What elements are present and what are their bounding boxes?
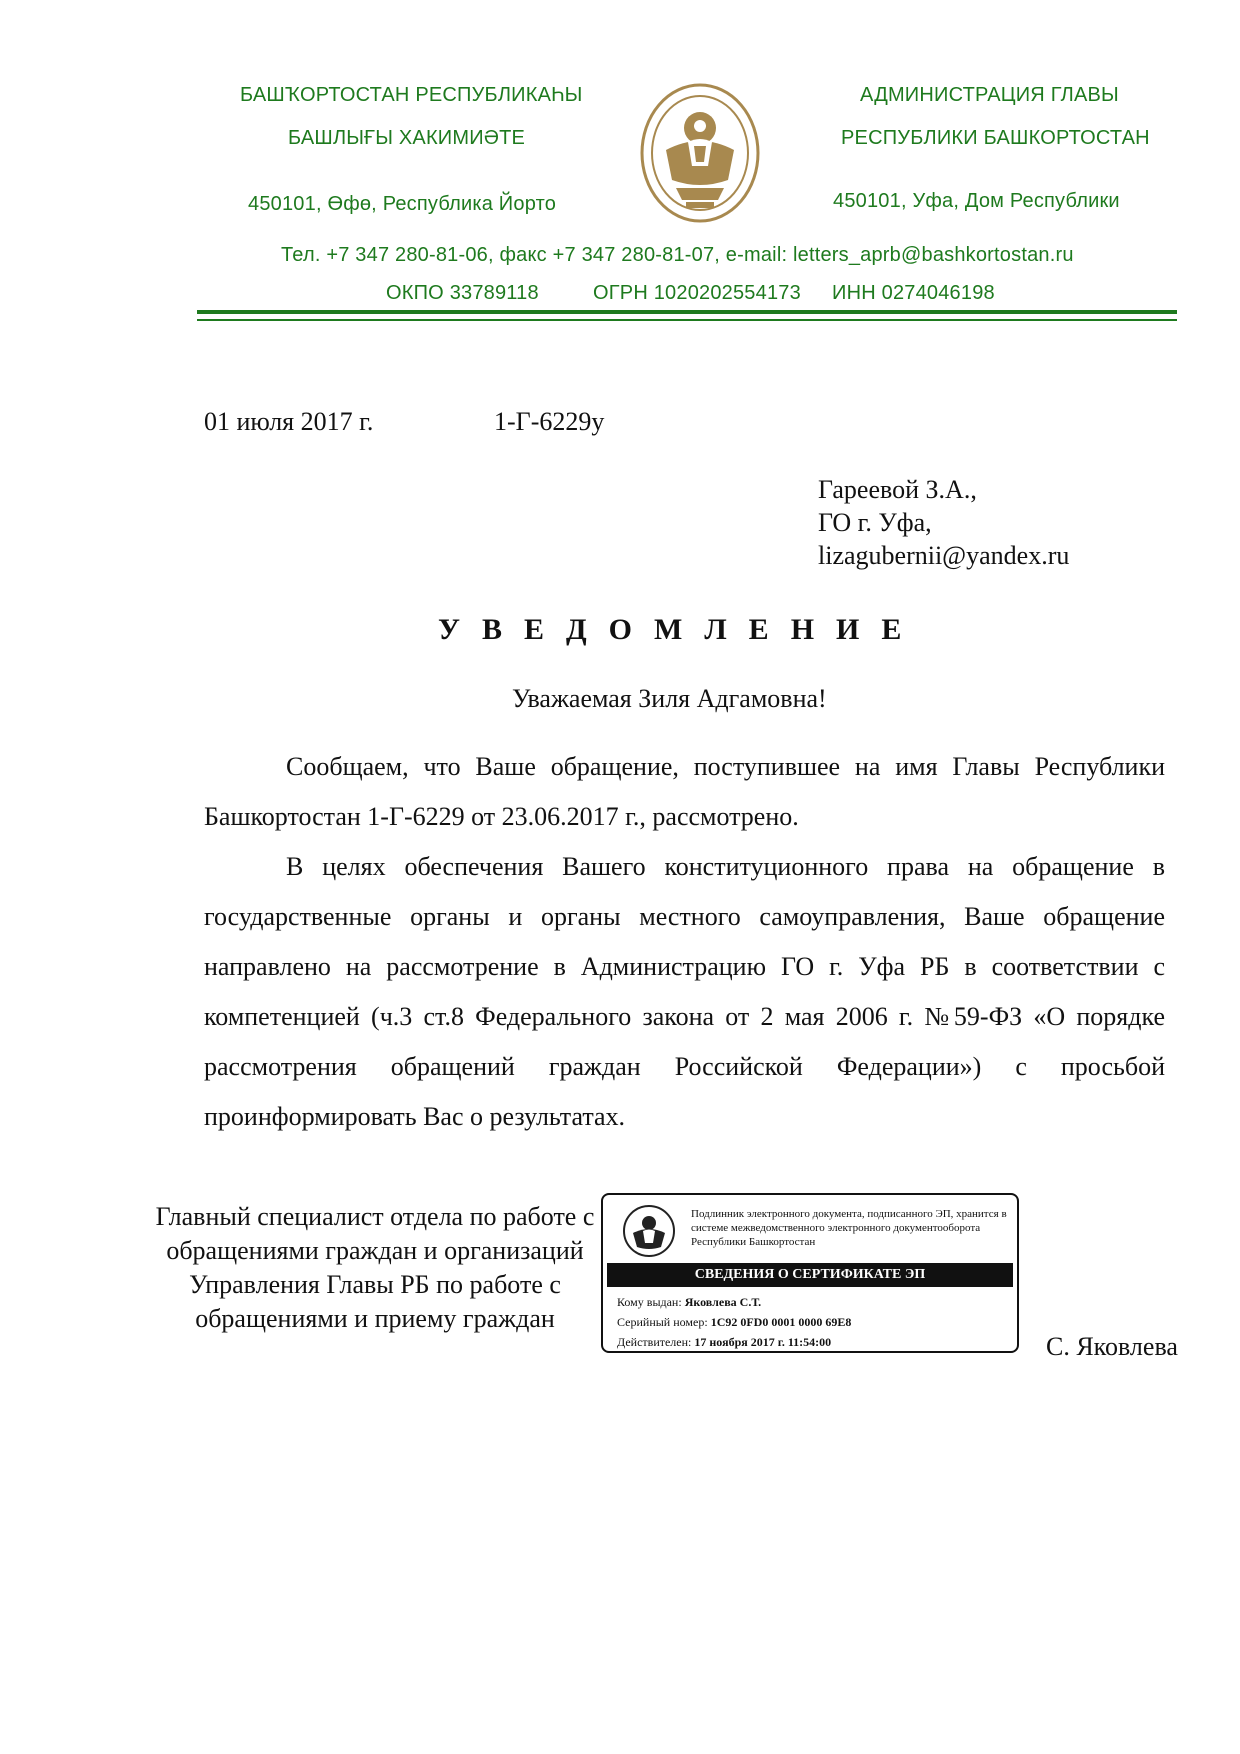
- certificate-heading: СВЕДЕНИЯ О СЕРТИФИКАТЕ ЭП: [607, 1263, 1013, 1287]
- body-paragraph-2: В целях обеспечения Вашего конституционного права на обращение в государственные органы и органы местного самоуправления, Ваше обращение направлено на рассмотрение в Администрацию ГО г. Уфа РБ в соответствии с компетенцией (ч.3 ст.8 Федерального закона от 2 мая 2006 г. №59-ФЗ «О порядке рассмотрения обращений граждан Российской Федерации») с просьбой проинформировать Вас о результатах.: [204, 852, 1165, 1131]
- certificate-serial-value: 1С92 0FD0 0001 0000 69E8: [710, 1315, 852, 1329]
- certificate-emblem-icon: [621, 1203, 677, 1259]
- signer-position: Главный специалист отдела по работе с обращениями граждан и организаций Управления Главы РБ по работе с обращениями и приему граждан: [155, 1202, 595, 1333]
- header-right-line2: РЕСПУБЛИКИ БАШКОРТОСТАН: [841, 127, 1150, 149]
- header-divider-thin: [197, 319, 1177, 321]
- certificate-serial: [617, 1315, 851, 1330]
- header-okpo: ОКПО 33789118: [386, 282, 539, 304]
- header-divider-thick: [197, 310, 1177, 314]
- body-paragraph-1: Сообщаем, что Ваше обращение, поступившее на имя Главы Республики Башкортостан 1-Г-6229 от 23.06.2017 г., рассмотрено.: [204, 752, 1165, 831]
- signer-name: С. Яковлева: [1046, 1332, 1178, 1361]
- header-right-address: 450101, Уфа, Дом Республики: [833, 190, 1120, 212]
- header-contacts: Тел. +7 347 280-81-06, факс +7 347 280-81-07, e-mail: letters_aprb@bashkortostan.ru: [281, 244, 1074, 266]
- certificate-issued-value: Яковлева С.Т.: [684, 1295, 762, 1309]
- emblem-icon: [636, 80, 764, 226]
- certificate-issued-label: Кому выдан:: [617, 1295, 682, 1309]
- document-date: 01 июля 2017 г.: [204, 407, 374, 436]
- header-left-address: 450101, Өфө, Республика Йорто: [248, 193, 557, 215]
- header-right-line1: АДМИНИСТРАЦИЯ ГЛАВЫ: [860, 84, 1119, 106]
- salutation: Уважаемая Зиля Адгамовна!: [512, 684, 827, 713]
- certificate-valid-value: 17 ноября 2017 г. 11:54:00: [694, 1335, 832, 1349]
- header-left-line2: БАШЛЫҒЫ ХАКИМИӘТЕ: [288, 127, 526, 149]
- document-title: УВЕДОМЛЕНИЕ: [438, 613, 924, 646]
- certificate-issued: [617, 1295, 761, 1310]
- certificate-valid-label: Действителен:: [617, 1335, 692, 1349]
- document-number: 1-Г-6229у: [494, 407, 605, 436]
- certificate-note: Подлинник электронного документа, подписанного ЭП, хранится в системе межведомственного электронного документооборота Республики Башкортостан: [691, 1208, 1007, 1248]
- recipient-email: lizagubernii@yandex.ru: [818, 541, 1070, 570]
- certificate-stamp: [601, 1193, 1019, 1353]
- recipient-name: Гареевой З.А.,: [818, 475, 977, 504]
- header-ogrn: ОГРН 1020202554173: [593, 282, 801, 304]
- certificate-serial-label: Серийный номер:: [617, 1315, 708, 1329]
- certificate-valid: [617, 1335, 831, 1350]
- recipient-city: ГО г. Уфа,: [818, 508, 932, 537]
- header-inn: ИНН 0274046198: [832, 282, 995, 304]
- header-left-line1: БАШҠОРТОСТАН РЕСПУБЛИКАҺЫ: [240, 84, 583, 106]
